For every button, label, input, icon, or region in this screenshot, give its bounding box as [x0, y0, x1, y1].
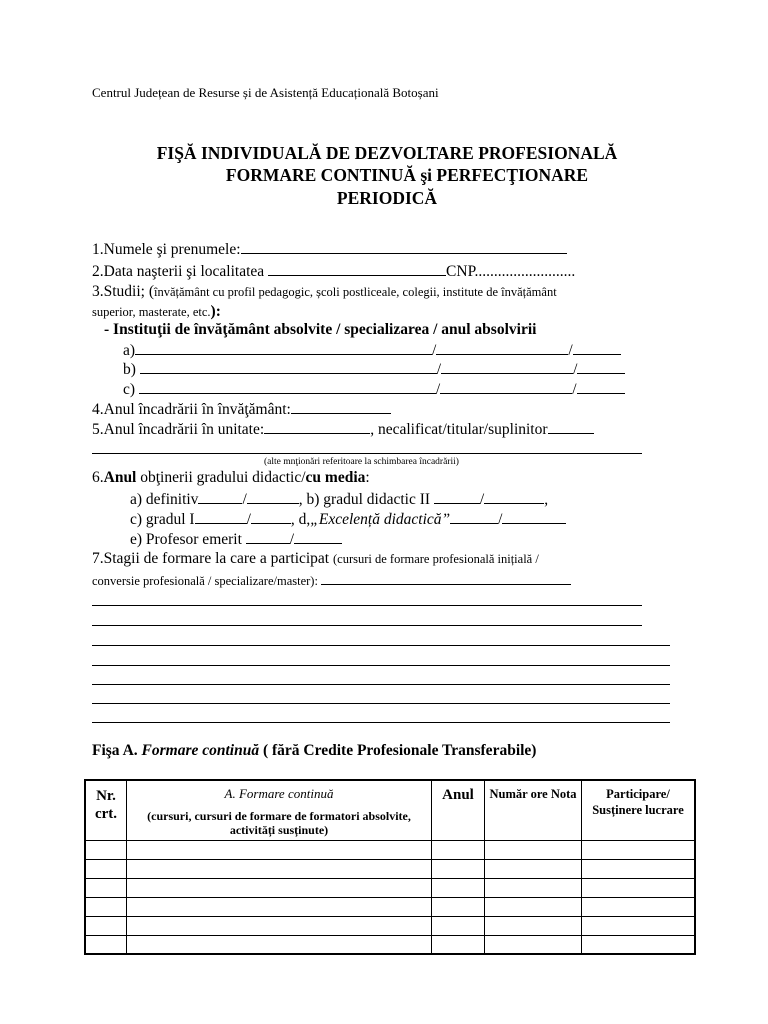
- field-status-blank[interactable]: [548, 420, 594, 434]
- field-birth-blank[interactable]: [268, 262, 446, 276]
- table-cell[interactable]: [85, 878, 127, 897]
- table-cell[interactable]: [582, 897, 696, 916]
- col-participare: Participare/ Susținere lucrare: [582, 780, 696, 840]
- table-cell[interactable]: [127, 859, 432, 878]
- institution-row-b: [123, 360, 625, 379]
- page-title-line-3: PERIODICĂ: [336, 188, 438, 208]
- table-cell[interactable]: [485, 897, 582, 916]
- slash: /: [242, 491, 247, 508]
- table-cell[interactable]: [485, 916, 582, 935]
- field-name: [92, 240, 567, 259]
- degree-i-year-blank[interactable]: [195, 510, 247, 524]
- field-hire-year-unit-label: 5.Anul încadrării în unitate:: [92, 421, 265, 438]
- training-line-2[interactable]: [92, 625, 642, 626]
- table-cell[interactable]: [582, 935, 696, 954]
- fisa-a-rest: ( fără Credite Profesionale Transferabile): [259, 742, 537, 759]
- training-line-5[interactable]: [92, 684, 670, 685]
- slash: /: [289, 531, 295, 548]
- field-training: [92, 550, 539, 568]
- table-row: [85, 897, 695, 916]
- page-title-line-1: FIŞĂ INDIVIDUALĂ DE DEZVOLTARE PROFESIONALĂ: [156, 143, 618, 163]
- table-cell[interactable]: [582, 878, 696, 897]
- training-line-3[interactable]: [92, 645, 670, 646]
- field-hire-notes-line[interactable]: [92, 453, 642, 454]
- field-hire-year-education-blank[interactable]: [291, 400, 391, 414]
- institution-row-a-label: a): [123, 342, 136, 359]
- field-studies: [92, 283, 557, 301]
- field-training-blank-first[interactable]: [321, 571, 571, 585]
- training-line-4[interactable]: [92, 665, 670, 666]
- table-header-row: [85, 780, 695, 840]
- table-cell[interactable]: [432, 916, 485, 935]
- field-studies-label: 3.Studii; (: [92, 283, 155, 300]
- field-training-cont: [92, 571, 571, 590]
- degree-emerit-grade-blank[interactable]: [294, 530, 342, 544]
- field-degrees-colon: :: [365, 469, 370, 486]
- degree-emerit-year-blank[interactable]: [246, 530, 290, 544]
- field-training-note-a: (cursuri de formare profesională inițială /: [333, 552, 539, 566]
- slash: /: [432, 342, 437, 359]
- table-cell[interactable]: [485, 840, 582, 859]
- degree-i-grade-blank[interactable]: [251, 510, 291, 524]
- institution-c-name-blank[interactable]: [139, 380, 436, 394]
- field-name-label: 1.Numele şi prenumele:: [92, 241, 241, 258]
- field-name-blank[interactable]: [241, 240, 567, 254]
- fisa-a-label: Fişa A.: [92, 742, 142, 759]
- institution-row-c-label: c): [123, 381, 136, 398]
- field-cnp-label[interactable]: CNP..........................: [446, 263, 576, 280]
- table-cell[interactable]: [127, 840, 432, 859]
- field-training-note-b: conversie profesională / specializare/master):: [92, 574, 322, 588]
- fisa-a-italic: Formare continuă: [141, 742, 260, 759]
- institution-a-year-blank[interactable]: [573, 341, 621, 355]
- field-hire-notes-caption: (alte mnţionări referitoare la schimbarea încadrării): [264, 457, 459, 467]
- col-ore-nota: Număr ore Nota: [485, 780, 582, 840]
- table-row: [85, 840, 695, 859]
- institutions-label: - Instituţii de învăţământ absolvite / specializarea / anul absolvirii: [104, 321, 537, 338]
- slash: /: [568, 342, 573, 359]
- institution-a-spec-blank[interactable]: [436, 341, 568, 355]
- institution-c-year-blank[interactable]: [577, 380, 625, 394]
- table-cell[interactable]: [127, 935, 432, 954]
- slash: /: [436, 361, 442, 378]
- training-line-1[interactable]: [92, 605, 642, 606]
- fisa-a-heading: [92, 742, 536, 760]
- degree-row-ab: [130, 490, 548, 509]
- col-formare-subtitle: (cursuri, cursuri de formare de formatori absolvite, activități susținute): [147, 809, 411, 837]
- table-cell[interactable]: [582, 840, 696, 859]
- institution-header: Centrul Județean de Resurse și de Asistență Educațională Botoșani: [92, 85, 439, 100]
- training-line-6[interactable]: [92, 703, 670, 704]
- table-cell[interactable]: [582, 859, 696, 878]
- table-cell[interactable]: [432, 840, 485, 859]
- degree-i-label: c) gradul I: [130, 511, 195, 528]
- field-studies-cont: [92, 303, 221, 321]
- degree-ii-label: , b) gradul didactic II: [298, 491, 434, 508]
- field-training-label: 7.Stagii de formare la care a participat: [92, 550, 333, 567]
- table-cell[interactable]: [85, 935, 127, 954]
- field-hire-year-unit: [92, 420, 594, 439]
- slash: /: [573, 361, 578, 378]
- comma: ,: [544, 491, 549, 508]
- table-cell[interactable]: [485, 935, 582, 954]
- table-cell[interactable]: [127, 916, 432, 935]
- training-table: [84, 779, 696, 955]
- institution-row-b-label: b): [123, 361, 136, 378]
- field-degrees-media: cu media: [305, 469, 366, 486]
- col-formare: [127, 780, 432, 840]
- table-cell[interactable]: [85, 840, 127, 859]
- table-cell[interactable]: [432, 878, 485, 897]
- table-cell[interactable]: [485, 878, 582, 897]
- degree-excellence-label: , d,: [290, 511, 311, 528]
- degree-ii-year-blank[interactable]: [434, 490, 480, 504]
- col-formare-title: A. Formare continuă: [224, 786, 334, 801]
- degree-row-e: [130, 530, 342, 549]
- field-studies-note-b: superior, masterate, etc.: [92, 305, 211, 319]
- institution-a-name-blank[interactable]: [135, 341, 432, 355]
- table-cell[interactable]: [127, 878, 432, 897]
- field-studies-note-a: învățământ cu profil pedagogic, școli postliceale, colegii, institute de învățământ: [154, 285, 557, 299]
- degree-emerit-label: e) Profesor emerit: [130, 531, 246, 548]
- field-hire-year-unit-blank[interactable]: [264, 420, 370, 434]
- field-hire-year-education-label: 4.Anul încadrării în învăţământ:: [92, 401, 291, 418]
- institution-b-year-blank[interactable]: [577, 360, 625, 374]
- slash: /: [572, 381, 577, 398]
- table-cell[interactable]: [432, 935, 485, 954]
- degree-row-cd: [130, 510, 566, 529]
- field-birth-label: 2.Data naşterii şi localitatea: [92, 263, 269, 280]
- degree-excellence-italic: „Excelență didactică”: [310, 511, 451, 528]
- field-status-label: , necalificat/titular/suplinitor: [370, 421, 548, 438]
- degree-ii-grade-blank[interactable]: [484, 490, 544, 504]
- table-cell[interactable]: [85, 916, 127, 935]
- col-nr-crt: Nr. crt.: [85, 780, 127, 840]
- institution-b-spec-blank[interactable]: [441, 360, 573, 374]
- field-degrees-anul: Anul: [103, 469, 137, 486]
- degree-excellence-year-blank[interactable]: [450, 510, 498, 524]
- slash: /: [479, 491, 485, 508]
- field-degrees: [92, 469, 370, 487]
- page-title-line-2: FORMARE CONTINUĂ şi PERFECŢIONARE: [225, 165, 589, 185]
- table-cell[interactable]: [85, 897, 127, 916]
- institution-c-spec-blank[interactable]: [440, 380, 572, 394]
- institution-row-a: [123, 341, 621, 360]
- field-degrees-num: 6.: [92, 469, 104, 486]
- col-anul: Anul: [432, 780, 485, 840]
- table-cell[interactable]: [85, 859, 127, 878]
- table-row: [85, 916, 695, 935]
- field-birth: [92, 262, 575, 281]
- table-cell[interactable]: [432, 859, 485, 878]
- table-cell[interactable]: [432, 897, 485, 916]
- institution-row-c: [123, 380, 625, 399]
- slash: /: [498, 511, 503, 528]
- slash: /: [435, 381, 441, 398]
- table-cell[interactable]: [582, 916, 696, 935]
- table-cell[interactable]: [485, 859, 582, 878]
- field-hire-year-education: [92, 400, 391, 419]
- slash: /: [246, 511, 251, 528]
- training-line-7[interactable]: [92, 722, 670, 723]
- degree-definitiv-year-blank[interactable]: [198, 490, 242, 504]
- table-row: [85, 859, 695, 878]
- field-studies-close: ):: [210, 303, 221, 320]
- institution-b-name-blank[interactable]: [140, 360, 437, 374]
- field-degrees-mid: obţinerii gradului didactic/: [136, 469, 306, 486]
- table-cell[interactable]: [127, 897, 432, 916]
- degree-excellence-grade-blank[interactable]: [502, 510, 566, 524]
- degree-definitiv-label: a) definitiv: [130, 491, 199, 508]
- table-row: [85, 878, 695, 897]
- table-row: [85, 935, 695, 954]
- degree-definitiv-grade-blank[interactable]: [247, 490, 299, 504]
